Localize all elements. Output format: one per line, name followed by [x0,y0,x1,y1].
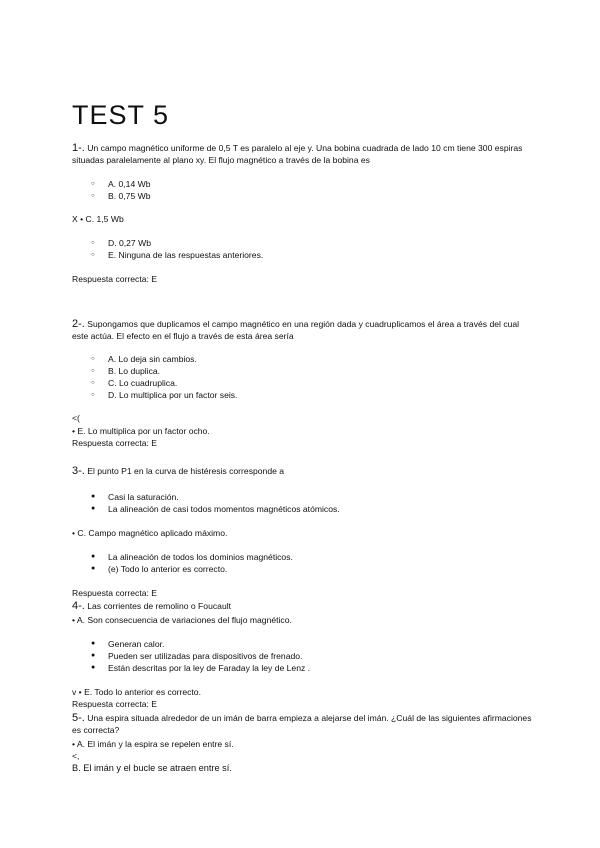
q2-selected-option: • E. Lo multiplica por un factor ocho. [72,426,210,436]
page-title: TEST 5 [72,100,170,130]
circle-bullet-icon: ○ [91,380,95,386]
q2-answer: Respuesta correcta: E [72,438,158,448]
circle-bullet-icon: ○ [91,356,95,362]
question-3-text: El punto P1 en la curva de histéresis corresponde a [87,466,285,476]
q4-answer: Respuesta correcta: E [72,699,158,709]
circle-bullet-icon: ○ [91,392,95,398]
q3-selected-option: • C. Campo magnético aplicado máximo. [72,528,228,538]
question-1-number: 1-. [72,142,85,154]
question-5-text: Una espira situada alrededor de un imán de barra empieza a alejarse del imán. ¿Cuál de las siguientes afirmaciones es correcta? [72,713,532,735]
q2-option-d: D. Lo multiplica por un factor seis. [108,390,238,400]
q2-option-c: C. Lo cuadruplica. [108,378,178,388]
circle-bullet-icon: ○ [91,368,95,374]
q2-handwritten-mark: <( [72,413,80,423]
q3-answer: Respuesta correcta: E [72,588,158,598]
q5-selected-option: • A. El imán y la espira se repelen entre sí. [72,739,234,749]
q4-option-b: Generan calor. [108,639,165,649]
question-4 [72,600,532,612]
bullet-icon: ● [91,553,96,560]
q2-option-a: A. Lo deja sin cambios. [108,354,197,364]
bullet-icon: ● [91,565,96,572]
q3-option-d: La alineación de todos los dominios magnéticos. [108,552,293,562]
question-4-number: 4-. [72,600,85,612]
q1-option-b: B. 0,75 Wb [108,191,151,201]
q4-marked-option: v • E. Todo lo anterior es correcto. [72,687,201,697]
bullet-icon: ● [91,493,96,500]
bullet-icon: ● [91,640,96,647]
question-2-text: Supongamos que duplicamos el campo magnético en una región dada y cuadruplicamos el área a través del cual este actúa. El efecto en el flujo a través de esta área sería [72,319,520,341]
question-1-text: Un campo magnético uniforme de 0,5 T es paralelo al eje y. Una bobina cuadrada de lado 10 cm tiene 300 espiras situadas paralelamente al plano xy. El flujo magnético a través de la bobina es [72,143,523,165]
q1-option-e: E. Ninguna de las respuestas anteriores. [108,250,264,260]
question-2 [72,318,532,342]
question-1 [72,142,532,166]
q1-option-d: D. 0,27 Wb [108,238,151,248]
question-5-number: 5-. [72,712,85,724]
q1-marked-option: X • C. 1,5 Wb [72,214,124,224]
question-3-number: 3-. [72,465,85,477]
circle-bullet-icon: ○ [91,181,95,187]
q2-option-b: B. Lo duplica. [108,366,161,376]
bullet-icon: ● [91,664,96,671]
q5-option-b: B. El imán y el bucle se atraen entre sí. [72,763,232,773]
q4-option-d: Están descritas por la ley de Faraday la ley de Lenz . [108,663,311,673]
q3-option-b: La alineación de casi todos momentos magnéticos atómicos. [108,504,340,514]
q3-option-a: Casi la saturación. [108,492,179,502]
q1-answer: Respuesta correcta: E [72,274,158,284]
question-4-text: Las corrientes de remolino o Foucault [87,601,232,611]
circle-bullet-icon: ○ [91,240,95,246]
circle-bullet-icon: ○ [91,252,95,258]
q4-option-c: Pueden ser utilizadas para dispositivos de frenado. [108,651,303,661]
q1-option-a: A. 0,14 Wb [108,179,151,189]
bullet-icon: ● [91,505,96,512]
bullet-icon: ● [91,652,96,659]
question-5 [72,712,532,736]
q4-selected-option: • A. Son consecuencia de variaciones del flujo magnético. [72,615,292,625]
question-3 [72,465,532,477]
circle-bullet-icon: ○ [91,193,95,199]
question-2-number: 2-. [72,318,85,330]
q5-handwritten-mark: <, [72,751,80,761]
q3-option-e: (e) Todo lo anterior es correcto. [108,564,228,574]
